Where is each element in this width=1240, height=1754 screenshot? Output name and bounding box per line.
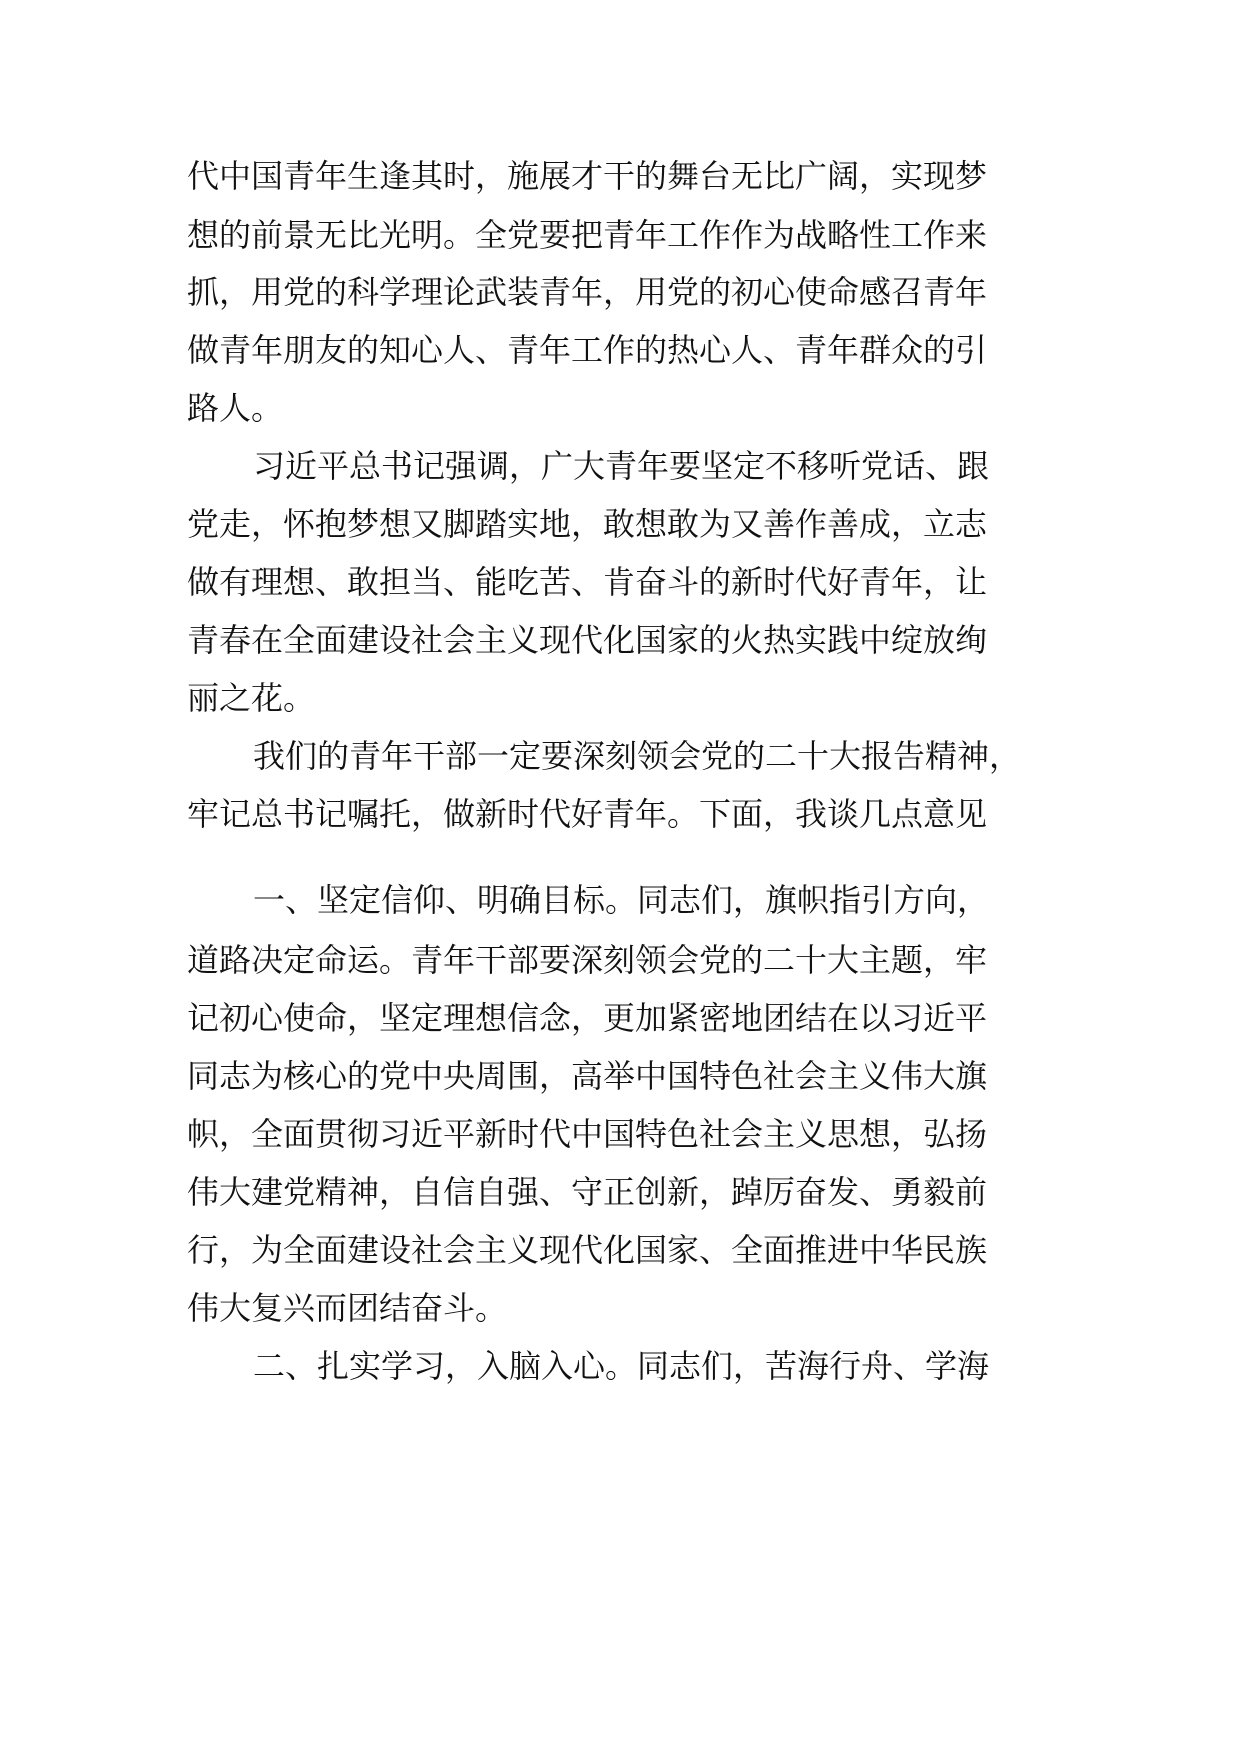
text-line: 代中国青年生逢其时，施展才干的舞台无比广阔，实现梦 [187, 157, 988, 195]
text-line: 帜，全面贯彻习近平新时代中国特色社会主义思想，弘扬 [187, 1115, 988, 1153]
text-line: 伟大建党精神，自信自强、守正创新，踔厉奋发、勇毅前 [187, 1173, 988, 1211]
text-line: 想的前景无比光明。全党要把青年工作作为战略性工作来 [187, 216, 988, 254]
text-line: 伟大复兴而团结奋斗。 [187, 1289, 508, 1327]
text-line: 路人。 [187, 389, 284, 427]
text-line: 牢记总书记嘱托，做新时代好青年。下面，我谈几点意见 [187, 795, 988, 833]
text-line: 党走，怀抱梦想又脚踏实地，敢想敢为又善作善成，立志 [187, 505, 988, 543]
text-line: 一、坚定信仰、明确目标。同志们，旗帜指引方向， [253, 881, 990, 919]
text-line: 行，为全面建设社会主义现代化国家、全面推进中华民族 [187, 1231, 988, 1269]
text-line: 丽之花。 [187, 679, 316, 717]
text-line: 抓，用党的科学理论武装青年，用党的初心使命感召青年 [187, 273, 988, 311]
text-line: 道路决定命运。青年干部要深刻领会党的二十大主题，牢 [187, 941, 988, 979]
text-line: 记初心使命，坚定理想信念，更加紧密地团结在以习近平 [187, 999, 988, 1037]
text-line: 习近平总书记强调，广大青年要坚定不移听党话、跟 [253, 447, 990, 485]
text-line: 我们的青年干部一定要深刻领会党的二十大报告精神， [253, 737, 1022, 775]
text-line: 同志为核心的党中央周围，高举中国特色社会主义伟大旗 [187, 1057, 988, 1095]
text-line: 青春在全面建设社会主义现代化国家的火热实践中绽放绚 [187, 621, 988, 659]
text-line: 二、扎实学习，入脑入心。同志们，苦海行舟、学海 [253, 1347, 990, 1385]
text-line: 做青年朋友的知心人、青年工作的热心人、青年群众的引 [187, 331, 988, 369]
text-line: 做有理想、敢担当、能吃苦、肯奋斗的新时代好青年，让 [187, 563, 988, 601]
